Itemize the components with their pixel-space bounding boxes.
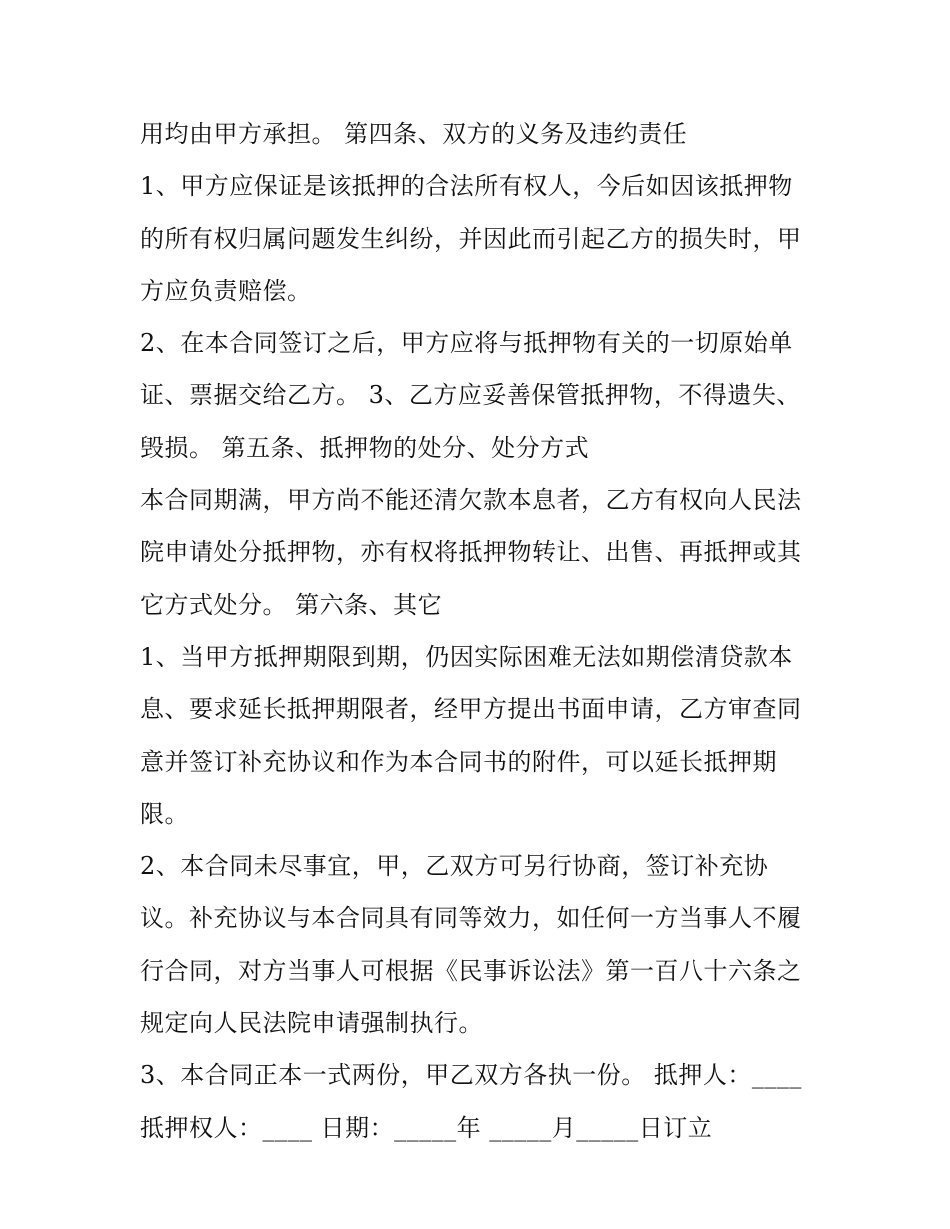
text-line: 1、当甲方抵押期限到期，仍因实际困难无法如期偿清贷款本 [140, 642, 793, 671]
text-line: 毁损。 第五条、抵押物的处分、处分方式 [140, 433, 590, 462]
text-line: 1、甲方应保证是该抵押的合法所有权人，今后如因该抵押物 [140, 172, 793, 201]
text-line: 议。补充协议与本合同具有同等效力，如任何一方当事人不履 [140, 904, 802, 933]
text-line: 息、要求延长抵押期限者，经甲方提出书面申请，乙方审查同 [140, 695, 802, 724]
text-line: 2、在本合同签订之后，甲方应将与抵押物有关的一切原始单 [140, 329, 793, 358]
text-line: 本合同期满，甲方尚不能还清欠款本息者，乙方有权向人民法 [140, 486, 802, 515]
text-line: 的所有权归属问题发生纠纷，并因此而引起乙方的损失时，甲 [140, 224, 802, 253]
text-line: 规定向人民法院申请强制执行。 [140, 1009, 483, 1038]
text-line: 证、票据交给乙方。 3、乙方应妥善保管抵押物，不得遗失、 [140, 381, 801, 410]
text-line: 意并签订补充协议和作为本合同书的附件，可以延长抵押期 [140, 747, 777, 776]
text-line: 方应负责赔偿。 [140, 276, 312, 305]
text-line: 它方式处分。 第六条、其它 [140, 590, 443, 619]
text-line: 用均由甲方承担。 第四条、双方的义务及违约责任 [140, 120, 688, 148]
text-line: 抵押权人：____ 日期：_____年 _____月_____日订立 [140, 1113, 713, 1142]
text-line: 3、本合同正本一式两份，甲乙双方各执一份。 抵押人：____ [140, 1061, 802, 1090]
document-body [140, 108, 820, 1154]
text-line: 行合同，对方当事人可根据《民事诉讼法》第一百八十六条之 [140, 956, 802, 985]
text-line: 院申请处分抵押物，亦有权将抵押物转让、出售、再抵押或其 [140, 538, 802, 567]
text-line: 限。 [140, 799, 189, 828]
text-line: 2、本合同未尽事宜，甲，乙双方可另行协商，签订补充协 [140, 852, 769, 881]
